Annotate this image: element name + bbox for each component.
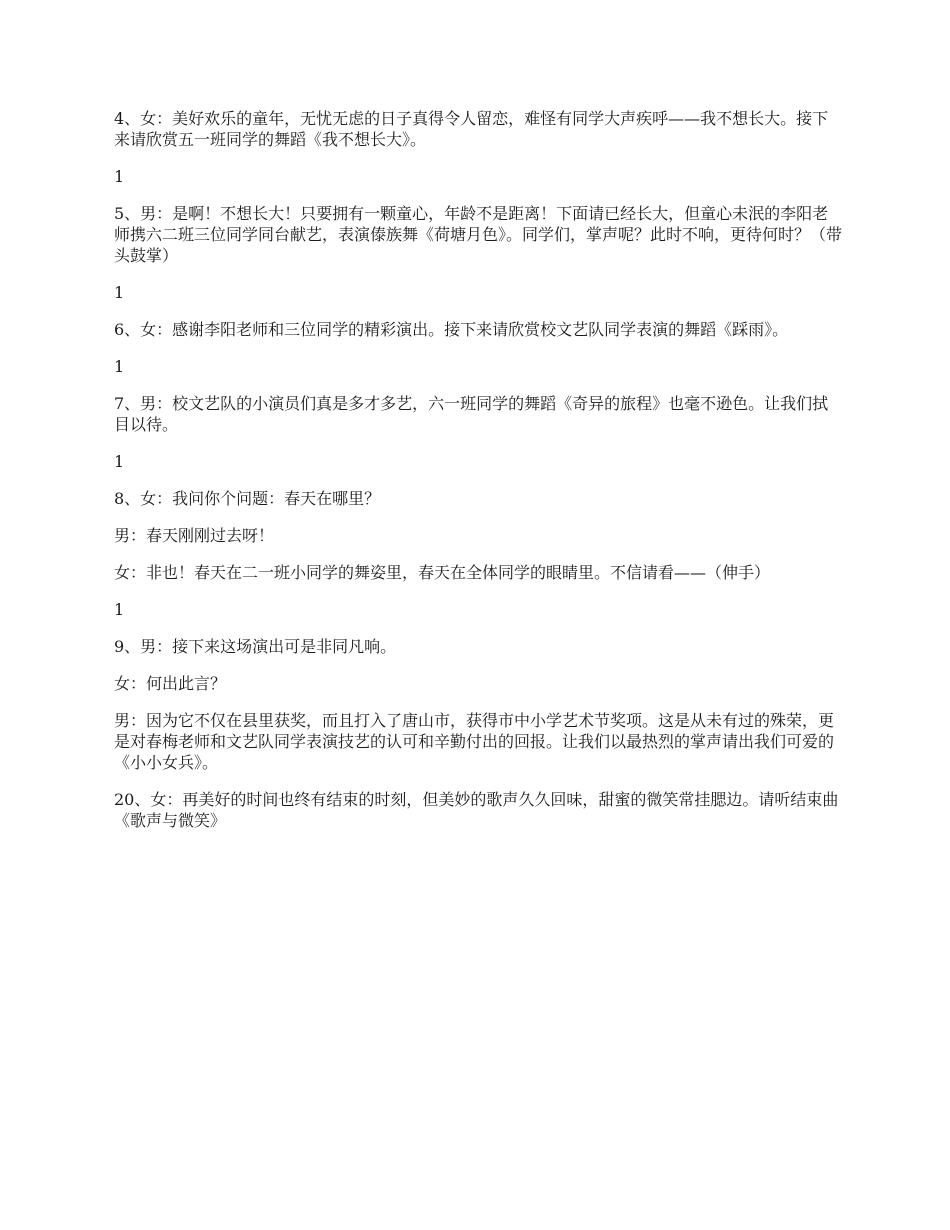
page-number-marker: 1 <box>114 283 125 302</box>
paragraph-8-male-reply: 男：春天刚刚过去呀！ <box>114 526 275 545</box>
page-number-marker: 1 <box>114 167 125 186</box>
paragraph-9-female-reply: 女：何出此言？ <box>114 674 227 693</box>
page-number-marker: 1 <box>114 452 125 471</box>
page-number-marker: 1 <box>114 600 125 619</box>
paragraph-9-male-reply: 男：因为它不仅在县里获奖，而且打入了唐山市，获得市中小学艺术节奖项。这是从未有过的殊荣，更是对春梅老师和文艺队同学表演技艺的认可和辛勤付出的回报。让我们以最热烈的掌声请出我们可爱的《小小女兵》。 <box>114 711 835 772</box>
paragraph-9-male: 9、男：接下来这场演出可是非同凡响。 <box>114 637 397 656</box>
paragraph-4-female: 4、女：美好欢乐的童年，无忧无虑的日子真得令人留恋，难怪有同学大声疾呼——我不想长大。接下来请欣赏五一班同学的舞蹈《我不想长大》。 <box>114 109 829 149</box>
paragraph-6-female: 6、女：感谢李阳老师和三位同学的精彩演出。接下来请欣赏校文艺队同学表演的舞蹈《踩雨》。 <box>114 320 789 339</box>
paragraph-8-female-reply: 女：非也！春天在二一班小同学的舞姿里，春天在全体同学的眼睛里。不信请看——（伸手） <box>114 563 771 582</box>
paragraph-20-female: 20、女：再美好的时间也终有结束的时刻，但美妙的歌声久久回味，甜蜜的微笑常挂腮边。请听结束曲《歌声与微笑》 <box>114 790 839 830</box>
document-body <box>114 108 844 847</box>
paragraph-8-female: 8、女：我问你个问题：春天在哪里？ <box>114 489 381 508</box>
paragraph-7-male: 7、男：校文艺队的小演员们真是多才多艺，六一班同学的舞蹈《奇异的旅程》也毫不逊色。让我们拭目以待。 <box>114 394 829 434</box>
page-number-marker: 1 <box>114 357 125 376</box>
paragraph-5-male: 5、男：是啊！不想长大！只要拥有一颗童心，年龄不是距离！下面请已经长大，但童心未泯的李阳老师携六二班三位同学同台献艺，表演傣族舞《荷塘月色》。同学们，掌声呢？此时不响，更待何时？（带头鼓掌） <box>114 204 843 265</box>
